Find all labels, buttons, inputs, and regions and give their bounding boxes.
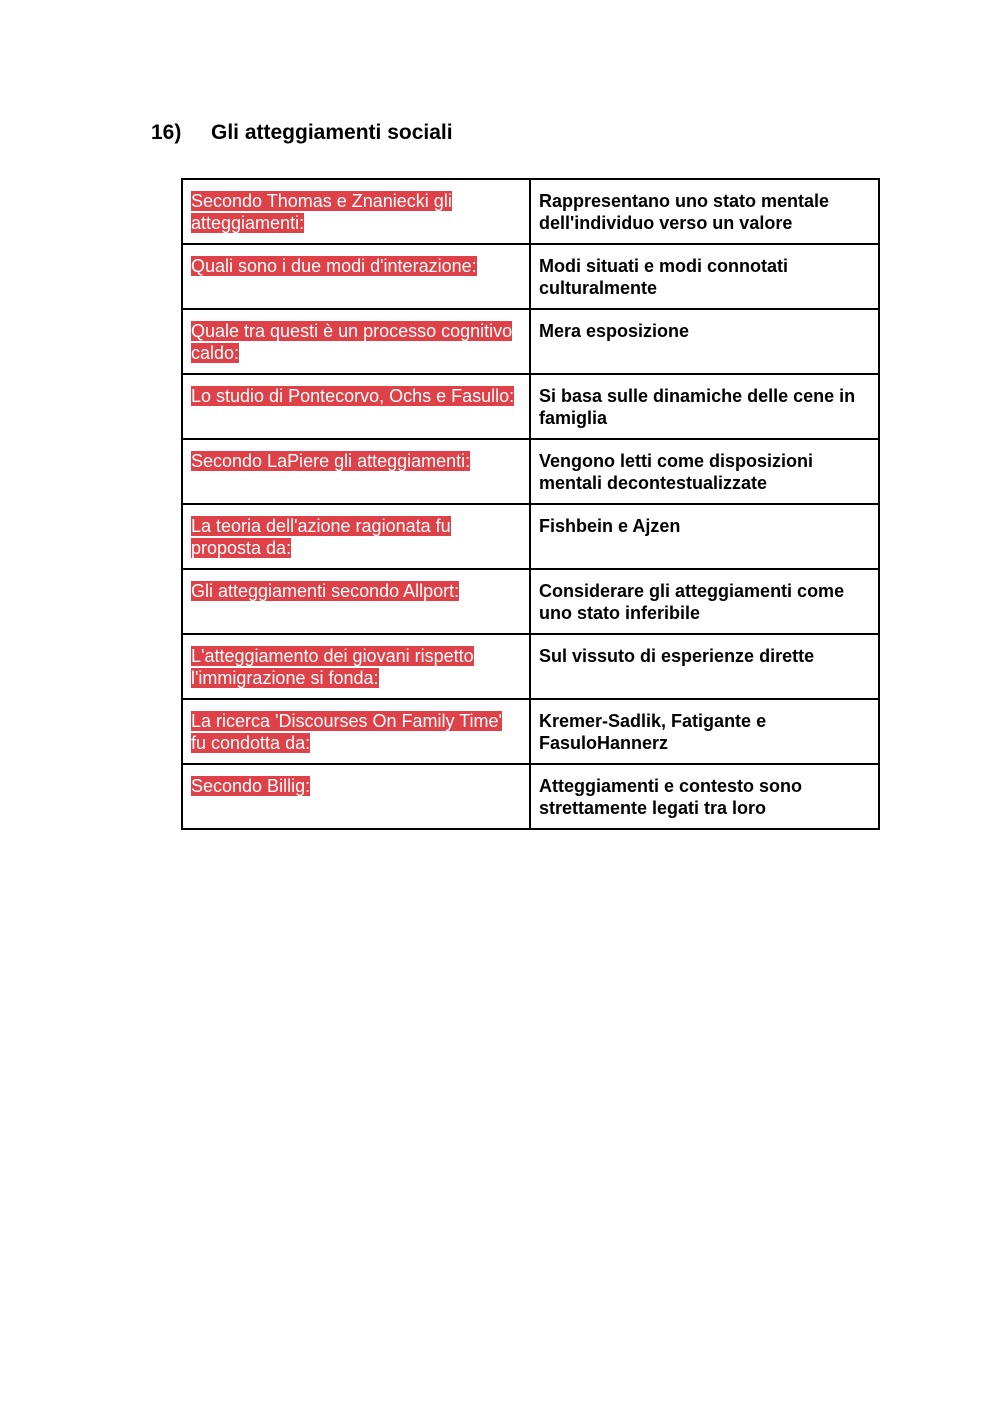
answer-text: Considerare gli atteggiamenti come uno stato inferibile <box>539 581 845 623</box>
table-row <box>182 569 879 634</box>
answer-text: Mera esposizione <box>539 321 690 341</box>
answer-text: Rappresentano uno stato mentale dell'individuo verso un valore <box>539 191 830 233</box>
table-row <box>182 504 879 569</box>
question-text: Secondo Billig: <box>191 776 311 796</box>
table-row <box>182 439 879 504</box>
answer-cell <box>530 309 879 374</box>
question-cell <box>182 309 530 374</box>
section-number: 16) <box>151 121 182 144</box>
question-cell <box>182 439 530 504</box>
answer-cell <box>530 179 879 244</box>
question-text: Secondo Thomas e Znaniecki gli atteggiamenti: <box>191 191 452 233</box>
question-cell <box>182 244 530 309</box>
answer-cell <box>530 504 879 569</box>
question-cell <box>182 569 530 634</box>
question-text: L'atteggiamento dei giovani rispetto l'immigrazione si fonda: <box>191 646 474 688</box>
answer-cell <box>530 569 879 634</box>
table-row <box>182 699 879 764</box>
question-cell <box>182 634 530 699</box>
question-text: La teoria dell'azione ragionata fu proposta da: <box>191 516 451 558</box>
section-heading <box>151 120 453 146</box>
question-cell <box>182 179 530 244</box>
answer-text: Sul vissuto di esperienze dirette <box>539 646 815 666</box>
table-row <box>182 374 879 439</box>
question-cell <box>182 764 530 829</box>
question-text: Lo studio di Pontecorvo, Ochs e Fasullo: <box>191 386 515 406</box>
answer-text: Fishbein e Ajzen <box>539 516 681 536</box>
table-row <box>182 244 879 309</box>
table-row <box>182 634 879 699</box>
question-text: Gli atteggiamenti secondo Allport: <box>191 581 460 601</box>
question-text: Secondo LaPiere gli atteggiamenti: <box>191 451 471 471</box>
answer-text: Vengono letti come disposizioni mentali decontestualizzate <box>539 451 814 493</box>
answer-text: Kremer-Sadlik, Fatigante e FasuloHannerz <box>539 711 767 753</box>
answer-cell <box>530 374 879 439</box>
answer-cell <box>530 244 879 309</box>
answer-cell <box>530 764 879 829</box>
table-row <box>182 764 879 829</box>
question-text: Quale tra questi è un processo cognitivo caldo: <box>191 321 513 363</box>
table-row <box>182 309 879 374</box>
answer-cell <box>530 699 879 764</box>
table-row <box>182 179 879 244</box>
question-cell <box>182 699 530 764</box>
answer-text: Si basa sulle dinamiche delle cene in famiglia <box>539 386 856 428</box>
answer-text: Modi situati e modi connotati culturalmente <box>539 256 788 298</box>
question-text: La ricerca 'Discourses On Family Time' fu condotta da: <box>191 711 502 753</box>
question-cell <box>182 374 530 439</box>
answer-text: Atteggiamenti e contesto sono strettamente legati tra loro <box>539 776 803 818</box>
question-text: Quali sono i due modi d'interazione: <box>191 256 477 276</box>
answer-cell <box>530 634 879 699</box>
question-cell <box>182 504 530 569</box>
section-title: Gli atteggiamenti sociali <box>211 121 453 144</box>
qa-table <box>181 178 880 830</box>
answer-cell <box>530 439 879 504</box>
